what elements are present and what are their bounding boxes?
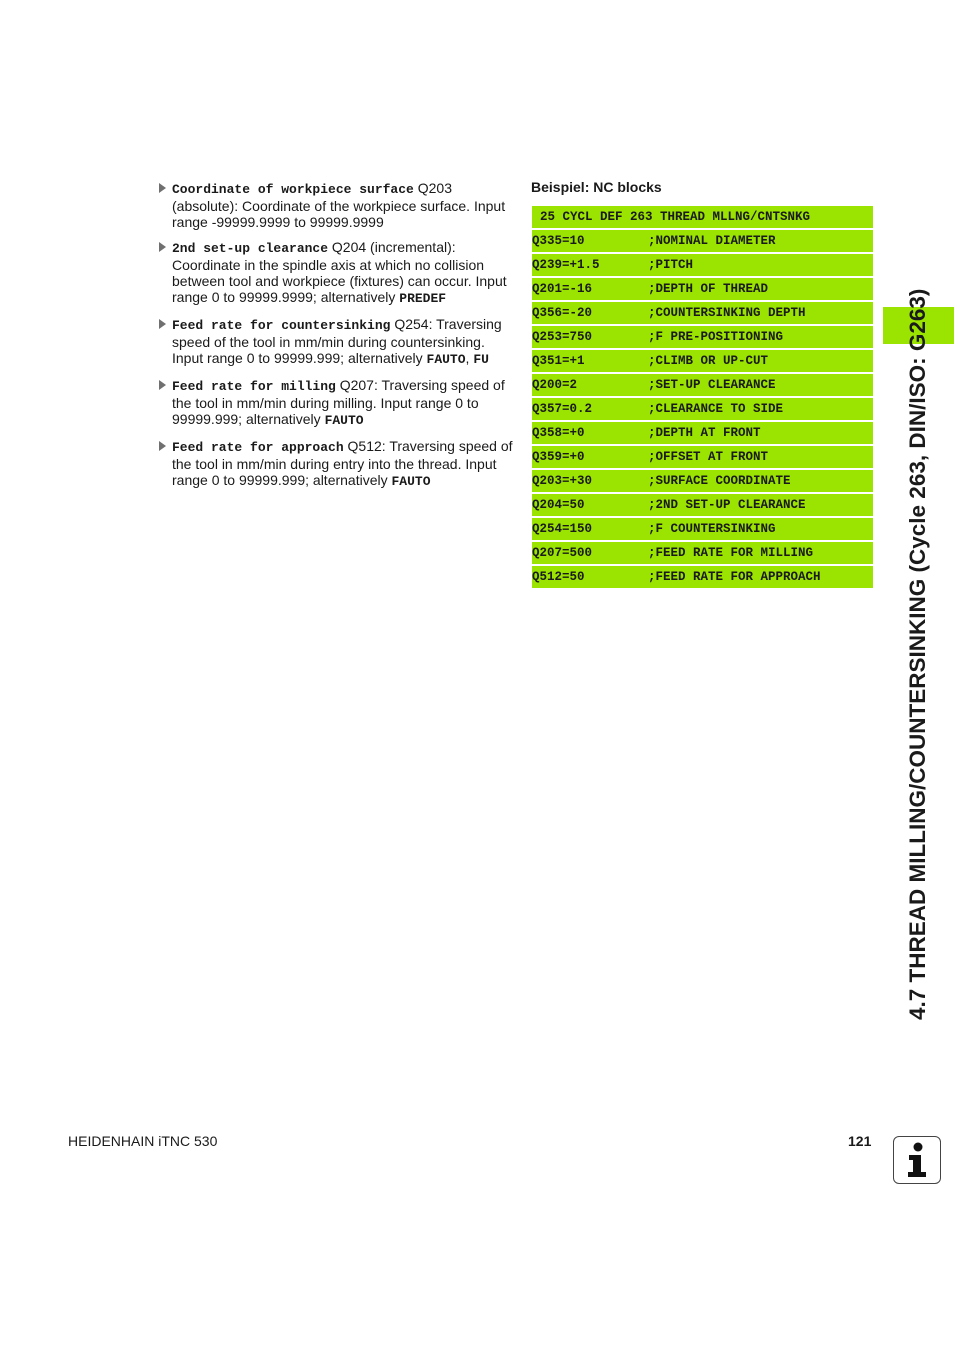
nc-comment: ;CLEARANCE TO SIDE [648, 402, 784, 416]
triangle-right-icon [159, 380, 166, 390]
page-number: 121 [848, 1133, 872, 1149]
parameter-q: Q203 (absolute): [172, 180, 452, 214]
nc-row [532, 398, 873, 420]
example-title: Beispiel: NC blocks [531, 179, 662, 195]
parameter-item [158, 438, 514, 490]
parameter-alt: FU [473, 352, 489, 367]
parameter-name: Feed rate for approach [172, 440, 344, 455]
nc-comment: ;DEPTH AT FRONT [648, 426, 761, 440]
nc-row [532, 494, 873, 516]
parameter-name: Coordinate of workpiece surface [172, 182, 414, 197]
info-icon [893, 1136, 941, 1184]
nc-row [532, 302, 873, 324]
nc-comment: ;F COUNTERSINKING [648, 522, 776, 536]
nc-code: Q358=+0 [532, 426, 585, 440]
parameter-alt: PREDEF [399, 291, 447, 306]
nc-code: Q335=10 [532, 234, 585, 248]
nc-code: Q200=2 [532, 378, 578, 392]
parameter-item [158, 316, 514, 368]
nc-row [532, 374, 873, 396]
nc-row [532, 254, 873, 276]
parameter-name: 2nd set-up clearance [172, 241, 329, 256]
info-glyph [902, 1142, 932, 1178]
triangle-right-icon [159, 319, 166, 329]
parameter-desc: Coordinate of the workpiece surface. Input range -99999.9999 to 99999.9999 [172, 198, 506, 230]
nc-row [532, 230, 873, 252]
nc-comment: ;COUNTERSINKING DEPTH [648, 306, 806, 320]
nc-row [532, 350, 873, 372]
parameter-q: Q204 (incremental): [331, 239, 456, 255]
parameter-alt: FAUTO [391, 474, 431, 489]
nc-comment: ;SET-UP CLEARANCE [648, 378, 776, 392]
nc-comment: ;2ND SET-UP CLEARANCE [648, 498, 806, 512]
parameter-name: Feed rate for milling [172, 379, 336, 394]
parameter-alt: FAUTO [426, 352, 466, 367]
nc-code: Q357=0.2 [532, 402, 593, 416]
nc-row [532, 470, 873, 492]
nc-code: Q351=+1 [532, 354, 585, 368]
parameter-desc: Coordinate in the spindle axis at which no collision between tool and workpiece (fixtures) can occur. Input range 0 to 99999.9999; [172, 257, 507, 305]
parameter-desc: Traversing speed of the tool in mm/min during countersinking. Input range 0 to 99999.999; [172, 316, 502, 366]
parameter-list [158, 180, 514, 499]
parameter-desc: Traversing speed of the tool in mm/min during entry into the thread. Input range 0 to 99999.999; [172, 438, 513, 488]
nc-comment: ;SURFACE COORDINATE [648, 474, 791, 488]
nc-comment: ;FEED RATE FOR MILLING [648, 546, 814, 560]
parameter-q: Q254: [394, 316, 433, 332]
nc-code: Q356=-20 [532, 306, 593, 320]
parameter-name: Feed rate for countersinking [172, 318, 391, 333]
nc-row [532, 278, 873, 300]
parameter-item [158, 239, 514, 307]
nc-code: Q204=50 [532, 498, 585, 512]
footer-product: HEIDENHAIN iTNC 530 [68, 1133, 218, 1149]
nc-code: Q359=+0 [532, 450, 585, 464]
nc-code: Q203=+30 [532, 474, 593, 488]
nc-comment: ;OFFSET AT FRONT [648, 450, 769, 464]
triangle-right-icon [159, 441, 166, 451]
triangle-right-icon [159, 183, 166, 193]
triangle-right-icon [159, 242, 166, 252]
nc-row [532, 566, 873, 588]
parameter-alt-prefix: alternatively [320, 289, 396, 305]
parameter-alt-prefix: alternatively [347, 350, 423, 366]
parameter-alt-prefix: alternatively [312, 472, 388, 488]
nc-comment: ;DEPTH OF THREAD [648, 282, 769, 296]
nc-comment: ;FEED RATE FOR APPROACH [648, 570, 821, 584]
nc-code: Q253=750 [532, 330, 593, 344]
parameter-alt: FAUTO [324, 413, 364, 428]
parameter-alt-prefix: alternatively [245, 411, 321, 427]
nc-comment: ;NOMINAL DIAMETER [648, 234, 776, 248]
nc-comment: ;PITCH [648, 258, 694, 272]
nc-row [532, 326, 873, 348]
nc-code: Q239=+1.5 [532, 258, 600, 272]
nc-code: Q254=150 [532, 522, 593, 536]
parameter-sep: , [465, 350, 470, 366]
nc-code: Q512=50 [532, 570, 585, 584]
nc-row [532, 422, 873, 444]
nc-row [532, 518, 873, 540]
parameter-item [158, 377, 514, 429]
parameter-item [158, 180, 514, 230]
nc-row [532, 446, 873, 468]
parameter-q: Q207: [339, 377, 378, 393]
parameter-desc: Traversing speed of the tool in mm/min during milling. Input range 0 to 99999.999; [172, 377, 505, 427]
nc-row [532, 542, 873, 564]
nc-header-row: 25 CYCL DEF 263 THREAD MLLNG/CNTSNKG [532, 206, 873, 228]
nc-block-listing [532, 206, 873, 590]
nc-comment: ;F PRE-POSITIONING [648, 330, 784, 344]
nc-code: Q201=-16 [532, 282, 593, 296]
parameter-q: Q512: [347, 438, 386, 454]
nc-code: Q207=500 [532, 546, 593, 560]
nc-comment: ;CLIMB OR UP-CUT [648, 354, 769, 368]
section-title: 4.7 THREAD MILLING/COUNTERSINKING (Cycle 263, DIN/ISO: G263) [905, 288, 930, 1020]
